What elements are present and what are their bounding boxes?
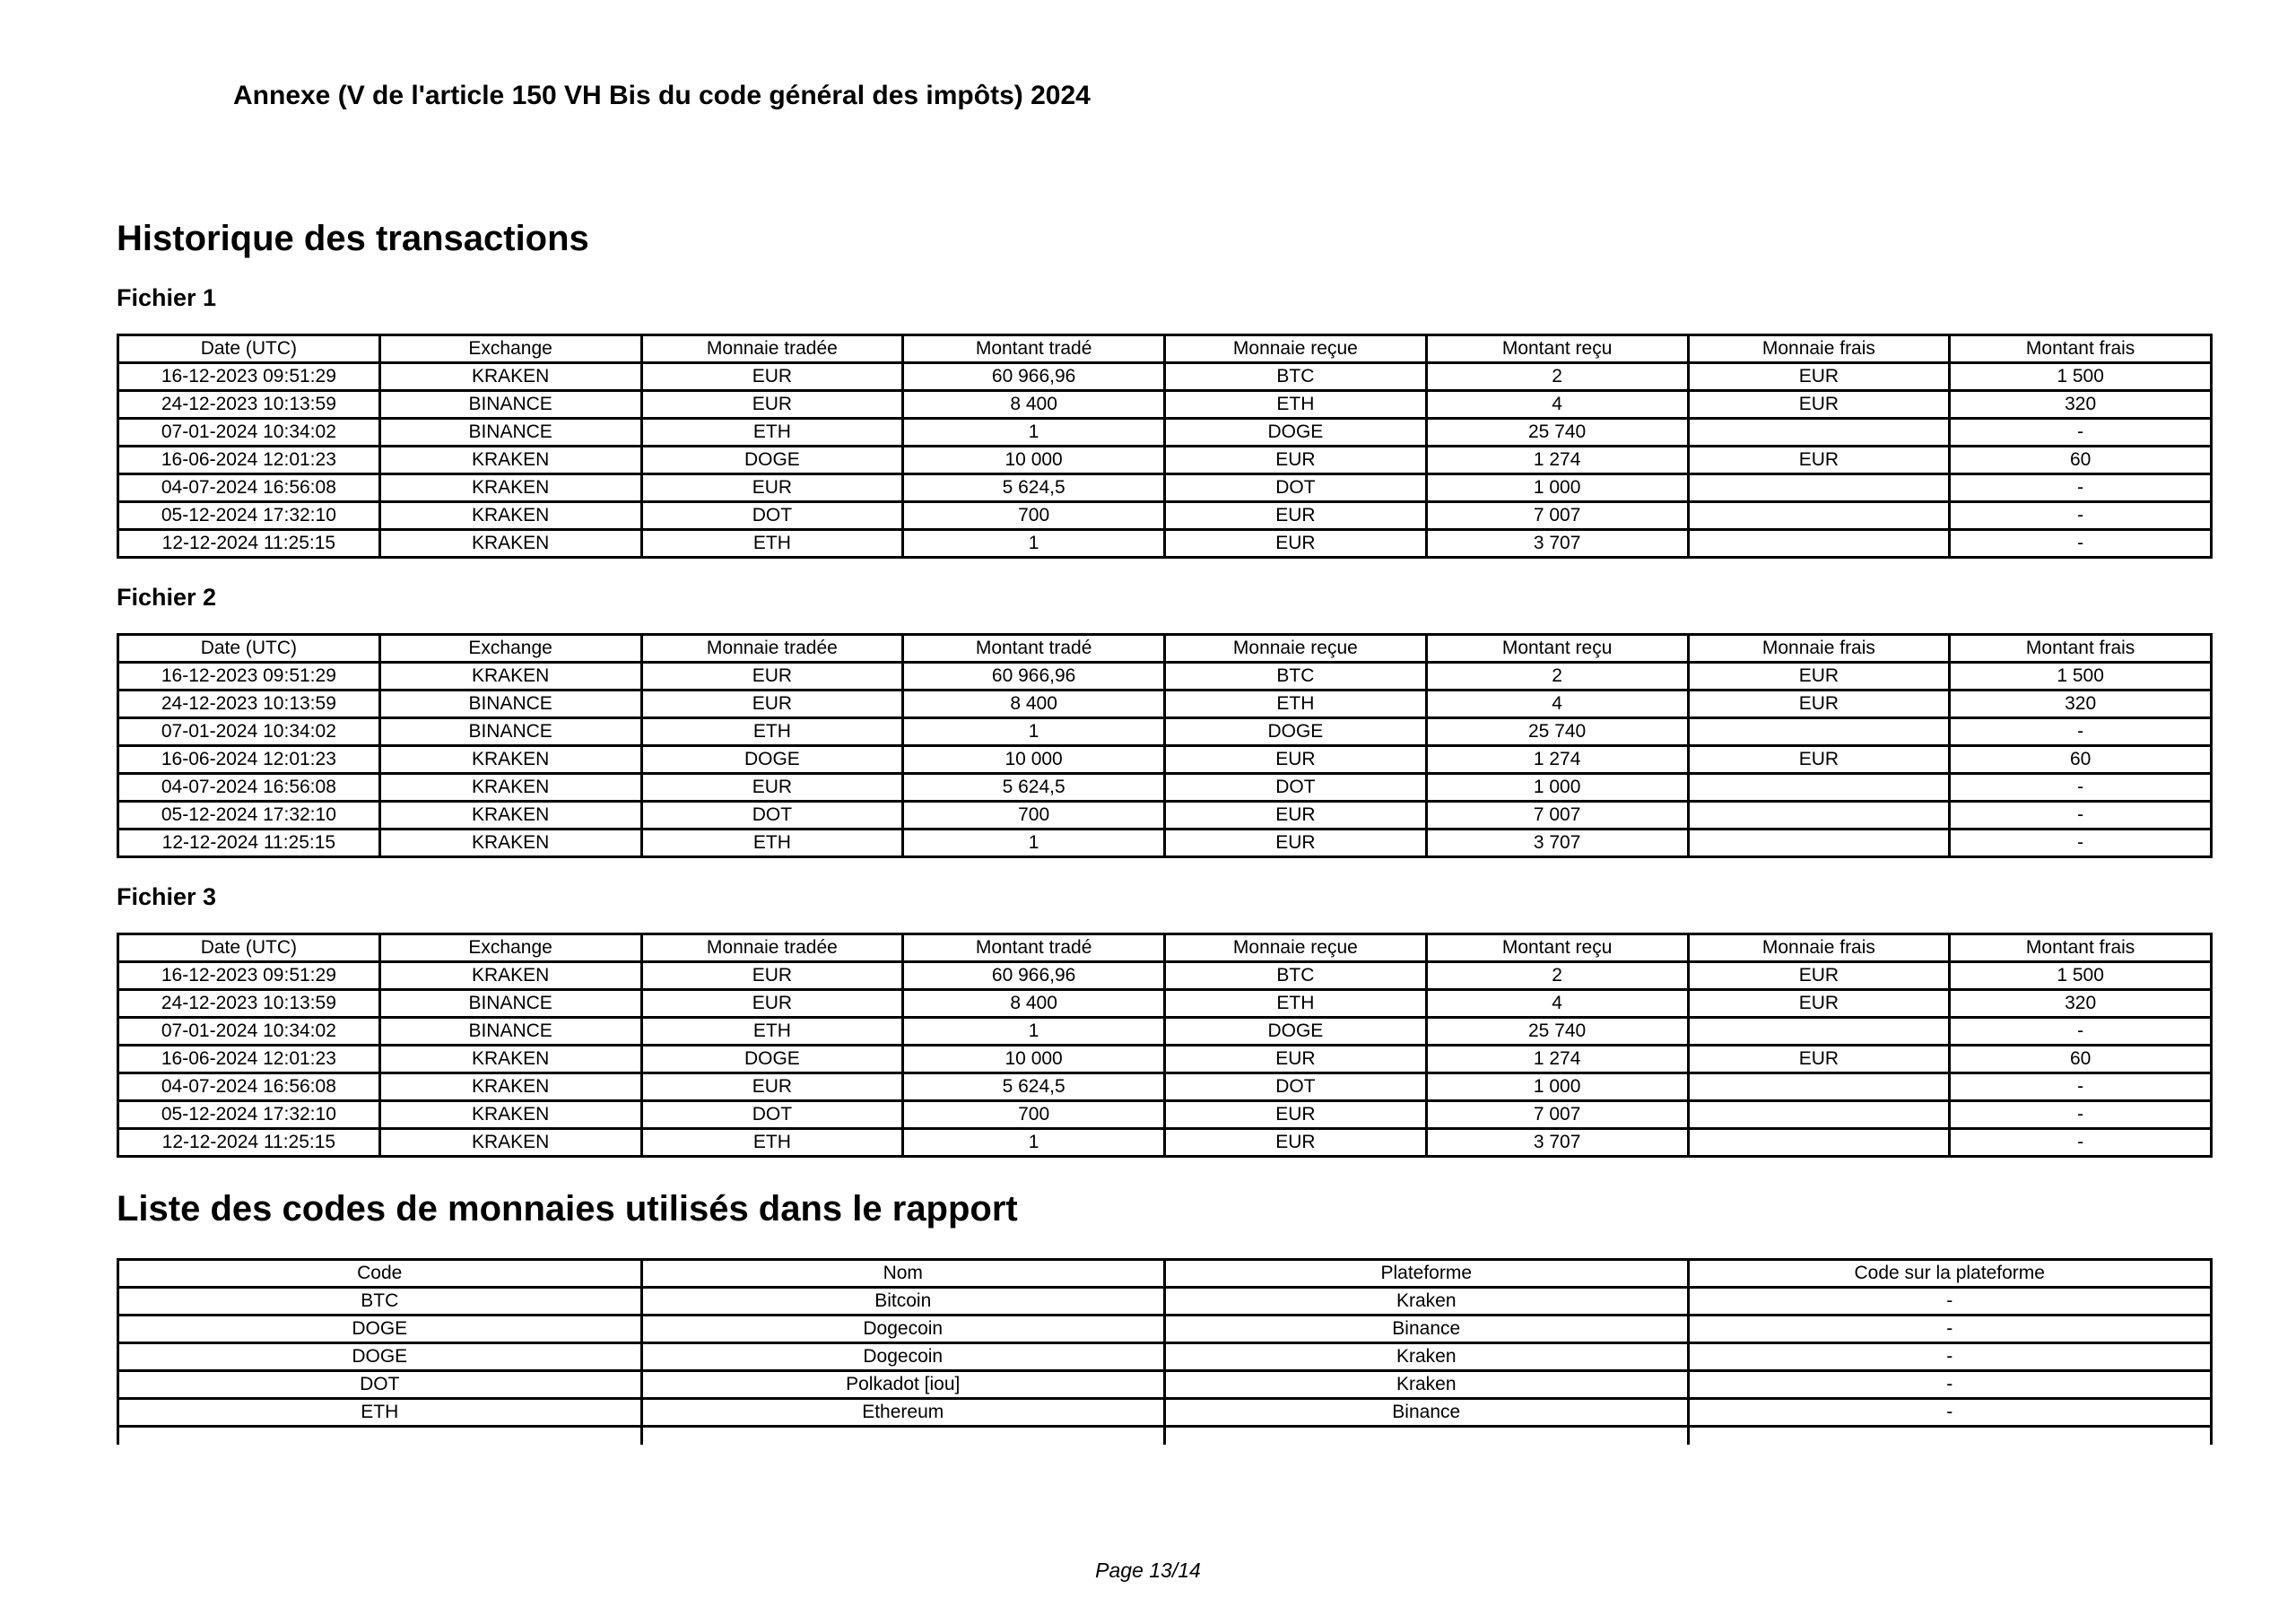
cell bbox=[1688, 473, 1950, 501]
table-row bbox=[118, 1287, 2212, 1315]
cell: EUR bbox=[641, 390, 903, 418]
cell: ETH bbox=[641, 418, 903, 446]
cell: 25 740 bbox=[1426, 1017, 1688, 1045]
column-header: Monnaie tradée bbox=[641, 334, 903, 362]
annexe-title: Annexe (V de l'article 150 VH Bis du code général des impôts) 2024 bbox=[233, 81, 1091, 110]
cell: DOT bbox=[118, 1370, 642, 1398]
column-header: Montant reçu bbox=[1426, 634, 1688, 662]
cell: DOT bbox=[1165, 773, 1427, 801]
cell: BTC bbox=[1165, 662, 1427, 690]
cell: - bbox=[1950, 1128, 2212, 1156]
column-header: Code bbox=[118, 1259, 642, 1287]
cell: 1 274 bbox=[1426, 446, 1688, 473]
cell: BINANCE bbox=[379, 418, 641, 446]
cell: ETH bbox=[641, 717, 903, 745]
column-header: Monnaie reçue bbox=[1165, 634, 1427, 662]
cell bbox=[1688, 1426, 2212, 1445]
cell: 700 bbox=[903, 501, 1165, 529]
column-header: Monnaie frais bbox=[1688, 634, 1950, 662]
cell: ETH bbox=[1165, 390, 1427, 418]
column-header: Nom bbox=[641, 1259, 1165, 1287]
cell: 7 007 bbox=[1426, 801, 1688, 829]
cell: 04-07-2024 16:56:08 bbox=[118, 1073, 380, 1100]
column-header: Date (UTC) bbox=[118, 634, 380, 662]
cell: BTC bbox=[118, 1287, 642, 1315]
cell: 2 bbox=[1426, 662, 1688, 690]
cell: - bbox=[1950, 773, 2212, 801]
cell: EUR bbox=[641, 690, 903, 717]
cell: 2 bbox=[1426, 362, 1688, 390]
cell: DOGE bbox=[641, 446, 903, 473]
cell: ETH bbox=[641, 1128, 903, 1156]
cell: EUR bbox=[1165, 829, 1427, 856]
column-header: Montant reçu bbox=[1426, 334, 1688, 362]
table-row bbox=[118, 1342, 2212, 1370]
table-row bbox=[118, 501, 2212, 529]
table-row bbox=[118, 418, 2212, 446]
cell: DOGE bbox=[1165, 418, 1427, 446]
cell bbox=[1688, 829, 1950, 856]
header-row bbox=[118, 634, 2212, 662]
transactions-table bbox=[117, 334, 2213, 559]
column-header: Monnaie tradée bbox=[641, 634, 903, 662]
cell: KRAKEN bbox=[379, 446, 641, 473]
cell: 16-06-2024 12:01:23 bbox=[118, 745, 380, 773]
cell: 25 740 bbox=[1426, 717, 1688, 745]
cell: BINANCE bbox=[379, 690, 641, 717]
cell: ETH bbox=[641, 529, 903, 557]
table-row bbox=[118, 529, 2212, 557]
partial-row bbox=[118, 1426, 2212, 1445]
cell: - bbox=[1950, 1017, 2212, 1045]
column-header: Montant frais bbox=[1950, 634, 2212, 662]
cell: 8 400 bbox=[903, 390, 1165, 418]
cell bbox=[1165, 1426, 1689, 1445]
cell: KRAKEN bbox=[379, 1100, 641, 1128]
column-header: Monnaie reçue bbox=[1165, 334, 1427, 362]
cell: - bbox=[1688, 1398, 2212, 1426]
cell: Ethereum bbox=[641, 1398, 1165, 1426]
cell: KRAKEN bbox=[379, 1128, 641, 1156]
cell: 12-12-2024 11:25:15 bbox=[118, 829, 380, 856]
transactions-table bbox=[117, 633, 2213, 858]
cell: KRAKEN bbox=[379, 1045, 641, 1073]
cell: EUR bbox=[1688, 662, 1950, 690]
cell: 04-07-2024 16:56:08 bbox=[118, 773, 380, 801]
cell: ETH bbox=[1165, 690, 1427, 717]
cell: - bbox=[1950, 473, 2212, 501]
cell: KRAKEN bbox=[379, 1073, 641, 1100]
codes-table bbox=[117, 1258, 2213, 1445]
table-row bbox=[118, 1128, 2212, 1156]
cell: 7 007 bbox=[1426, 1100, 1688, 1128]
cell: 25 740 bbox=[1426, 418, 1688, 446]
cell: EUR bbox=[1688, 989, 1950, 1017]
cell: 8 400 bbox=[903, 989, 1165, 1017]
cell: KRAKEN bbox=[379, 961, 641, 989]
cell: DOGE bbox=[118, 1315, 642, 1342]
header-row bbox=[118, 934, 2212, 961]
column-header: Monnaie frais bbox=[1688, 334, 1950, 362]
cell: 16-06-2024 12:01:23 bbox=[118, 1045, 380, 1073]
cell: 05-12-2024 17:32:10 bbox=[118, 501, 380, 529]
cell: 320 bbox=[1950, 989, 2212, 1017]
cell: KRAKEN bbox=[379, 801, 641, 829]
cell: 12-12-2024 11:25:15 bbox=[118, 529, 380, 557]
header-row bbox=[118, 1259, 2212, 1287]
cell: 05-12-2024 17:32:10 bbox=[118, 801, 380, 829]
cell: ETH bbox=[1165, 989, 1427, 1017]
cell bbox=[641, 1426, 1165, 1445]
cell: 1 000 bbox=[1426, 473, 1688, 501]
column-header: Exchange bbox=[379, 634, 641, 662]
section-title-codes: Liste des codes de monnaies utilisés dans le rapport bbox=[117, 1188, 1018, 1229]
cell: EUR bbox=[1165, 446, 1427, 473]
cell: - bbox=[1950, 1100, 2212, 1128]
cell bbox=[118, 1426, 642, 1445]
cell: Dogecoin bbox=[641, 1315, 1165, 1342]
cell: 7 007 bbox=[1426, 501, 1688, 529]
cell: 3 707 bbox=[1426, 829, 1688, 856]
column-header: Monnaie tradée bbox=[641, 934, 903, 961]
page-content bbox=[117, 0, 2213, 1445]
table-row bbox=[118, 362, 2212, 390]
cell: 5 624,5 bbox=[903, 773, 1165, 801]
cell: EUR bbox=[1688, 745, 1950, 773]
column-header: Montant frais bbox=[1950, 334, 2212, 362]
cell: KRAKEN bbox=[379, 473, 641, 501]
cell: KRAKEN bbox=[379, 529, 641, 557]
cell: 16-06-2024 12:01:23 bbox=[118, 446, 380, 473]
column-header: Plateforme bbox=[1165, 1259, 1689, 1287]
cell: BINANCE bbox=[379, 989, 641, 1017]
cell: DOGE bbox=[118, 1342, 642, 1370]
cell bbox=[1688, 1017, 1950, 1045]
cell bbox=[1688, 529, 1950, 557]
codes-table-container bbox=[117, 1258, 2213, 1445]
cell: - bbox=[1688, 1287, 2212, 1315]
cell: Kraken bbox=[1165, 1342, 1689, 1370]
cell: EUR bbox=[1165, 1100, 1427, 1128]
column-header: Montant tradé bbox=[903, 334, 1165, 362]
cell: 1 500 bbox=[1950, 662, 2212, 690]
table-row bbox=[118, 801, 2212, 829]
cell: 60 966,96 bbox=[903, 961, 1165, 989]
cell bbox=[1688, 501, 1950, 529]
cell: 4 bbox=[1426, 989, 1688, 1017]
cell: 60 bbox=[1950, 446, 2212, 473]
cell: KRAKEN bbox=[379, 501, 641, 529]
cell: - bbox=[1950, 1073, 2212, 1100]
cell: - bbox=[1950, 418, 2212, 446]
cell: DOGE bbox=[1165, 717, 1427, 745]
cell: EUR bbox=[1688, 446, 1950, 473]
cell bbox=[1688, 801, 1950, 829]
table-row bbox=[118, 1315, 2212, 1342]
cell: ETH bbox=[118, 1398, 642, 1426]
cell: 24-12-2023 10:13:59 bbox=[118, 989, 380, 1017]
cell: EUR bbox=[1688, 1045, 1950, 1073]
cell: 05-12-2024 17:32:10 bbox=[118, 1100, 380, 1128]
header-row bbox=[118, 334, 2212, 362]
cell: 60 966,96 bbox=[903, 362, 1165, 390]
cell: 5 624,5 bbox=[903, 1073, 1165, 1100]
cell: 1 500 bbox=[1950, 961, 2212, 989]
cell: 1 bbox=[903, 418, 1165, 446]
column-header: Montant tradé bbox=[903, 934, 1165, 961]
cell: EUR bbox=[1165, 501, 1427, 529]
column-header: Montant reçu bbox=[1426, 934, 1688, 961]
transaction-files bbox=[117, 284, 2213, 1158]
cell: 60 bbox=[1950, 1045, 2212, 1073]
cell: 3 707 bbox=[1426, 529, 1688, 557]
cell: BINANCE bbox=[379, 1017, 641, 1045]
file-label: Fichier 1 bbox=[117, 283, 217, 311]
cell: - bbox=[1950, 717, 2212, 745]
table-row bbox=[118, 1017, 2212, 1045]
cell: 4 bbox=[1426, 390, 1688, 418]
cell: Polkadot [iou] bbox=[641, 1370, 1165, 1398]
section-title-transactions: Historique des transactions bbox=[117, 218, 589, 258]
cell bbox=[1688, 1073, 1950, 1100]
cell: 60 bbox=[1950, 745, 2212, 773]
cell: BINANCE bbox=[379, 717, 641, 745]
table-row bbox=[118, 446, 2212, 473]
cell: 1 274 bbox=[1426, 745, 1688, 773]
cell: 1 000 bbox=[1426, 1073, 1688, 1100]
cell: KRAKEN bbox=[379, 362, 641, 390]
table-row bbox=[118, 662, 2212, 690]
cell: 07-01-2024 10:34:02 bbox=[118, 717, 380, 745]
column-header: Montant frais bbox=[1950, 934, 2212, 961]
file-label: Fichier 3 bbox=[117, 882, 217, 910]
table-row bbox=[118, 773, 2212, 801]
cell: 24-12-2023 10:13:59 bbox=[118, 390, 380, 418]
table-row bbox=[118, 473, 2212, 501]
cell: EUR bbox=[641, 961, 903, 989]
cell: EUR bbox=[641, 1073, 903, 1100]
cell: EUR bbox=[1688, 690, 1950, 717]
cell: BTC bbox=[1165, 961, 1427, 989]
cell: 04-07-2024 16:56:08 bbox=[118, 473, 380, 501]
cell: 60 966,96 bbox=[903, 662, 1165, 690]
cell: 700 bbox=[903, 801, 1165, 829]
cell: - bbox=[1688, 1315, 2212, 1342]
table-row bbox=[118, 961, 2212, 989]
cell: Binance bbox=[1165, 1315, 1689, 1342]
cell: 12-12-2024 11:25:15 bbox=[118, 1128, 380, 1156]
cell: 1 000 bbox=[1426, 773, 1688, 801]
cell: EUR bbox=[641, 362, 903, 390]
file-label: Fichier 2 bbox=[117, 583, 217, 611]
cell: 2 bbox=[1426, 961, 1688, 989]
cell bbox=[1688, 773, 1950, 801]
cell: ETH bbox=[641, 1017, 903, 1045]
cell: Kraken bbox=[1165, 1287, 1689, 1315]
cell: KRAKEN bbox=[379, 745, 641, 773]
cell: 320 bbox=[1950, 690, 2212, 717]
cell bbox=[1688, 1100, 1950, 1128]
cell: 07-01-2024 10:34:02 bbox=[118, 418, 380, 446]
cell: 1 bbox=[903, 829, 1165, 856]
cell: - bbox=[1950, 501, 2212, 529]
column-header: Monnaie reçue bbox=[1165, 934, 1427, 961]
cell: DOT bbox=[1165, 473, 1427, 501]
transactions-table bbox=[117, 933, 2213, 1158]
cell: EUR bbox=[641, 773, 903, 801]
cell: 10 000 bbox=[903, 446, 1165, 473]
cell: Binance bbox=[1165, 1398, 1689, 1426]
table-row bbox=[118, 1100, 2212, 1128]
cell: DOT bbox=[641, 1100, 903, 1128]
cell: 16-12-2023 09:51:29 bbox=[118, 662, 380, 690]
cell: EUR bbox=[1688, 362, 1950, 390]
table-row bbox=[118, 745, 2212, 773]
cell: 3 707 bbox=[1426, 1128, 1688, 1156]
cell: DOT bbox=[1165, 1073, 1427, 1100]
cell: 1 bbox=[903, 1017, 1165, 1045]
cell: - bbox=[1688, 1370, 2212, 1398]
cell: EUR bbox=[1165, 1045, 1427, 1073]
cell: DOT bbox=[641, 501, 903, 529]
table-row bbox=[118, 1398, 2212, 1426]
cell: - bbox=[1950, 829, 2212, 856]
cell: 1 500 bbox=[1950, 362, 2212, 390]
table-row bbox=[118, 690, 2212, 717]
cell: EUR bbox=[1165, 801, 1427, 829]
cell: BTC bbox=[1165, 362, 1427, 390]
cell: 1 bbox=[903, 529, 1165, 557]
cell: EUR bbox=[1165, 1128, 1427, 1156]
cell: 320 bbox=[1950, 390, 2212, 418]
table-row bbox=[118, 1073, 2212, 1100]
table-row bbox=[118, 717, 2212, 745]
column-header: Code sur la plateforme bbox=[1688, 1259, 2212, 1287]
cell: ETH bbox=[641, 829, 903, 856]
cell: KRAKEN bbox=[379, 773, 641, 801]
cell: Dogecoin bbox=[641, 1342, 1165, 1370]
cell: 16-12-2023 09:51:29 bbox=[118, 961, 380, 989]
column-header: Montant tradé bbox=[903, 634, 1165, 662]
column-header: Exchange bbox=[379, 934, 641, 961]
table-row bbox=[118, 390, 2212, 418]
cell bbox=[1688, 717, 1950, 745]
table-row bbox=[118, 989, 2212, 1017]
cell: 07-01-2024 10:34:02 bbox=[118, 1017, 380, 1045]
cell: KRAKEN bbox=[379, 662, 641, 690]
cell: 24-12-2023 10:13:59 bbox=[118, 690, 380, 717]
cell: 4 bbox=[1426, 690, 1688, 717]
table-row bbox=[118, 829, 2212, 856]
column-header: Date (UTC) bbox=[118, 334, 380, 362]
cell: KRAKEN bbox=[379, 829, 641, 856]
cell: 1 bbox=[903, 717, 1165, 745]
cell: 5 624,5 bbox=[903, 473, 1165, 501]
cell: 8 400 bbox=[903, 690, 1165, 717]
cell: EUR bbox=[1688, 961, 1950, 989]
cell: 10 000 bbox=[903, 1045, 1165, 1073]
cell: 16-12-2023 09:51:29 bbox=[118, 362, 380, 390]
cell: EUR bbox=[1688, 390, 1950, 418]
table-row bbox=[118, 1370, 2212, 1398]
cell: DOGE bbox=[1165, 1017, 1427, 1045]
cell bbox=[1688, 1128, 1950, 1156]
cell: 1 bbox=[903, 1128, 1165, 1156]
cell: 1 274 bbox=[1426, 1045, 1688, 1073]
column-header: Date (UTC) bbox=[118, 934, 380, 961]
cell: DOGE bbox=[641, 745, 903, 773]
cell: Bitcoin bbox=[641, 1287, 1165, 1315]
cell: 700 bbox=[903, 1100, 1165, 1128]
cell: - bbox=[1950, 529, 2212, 557]
cell: Kraken bbox=[1165, 1370, 1689, 1398]
cell: DOGE bbox=[641, 1045, 903, 1073]
cell: BINANCE bbox=[379, 390, 641, 418]
column-header: Monnaie frais bbox=[1688, 934, 1950, 961]
cell: EUR bbox=[1165, 745, 1427, 773]
cell: 10 000 bbox=[903, 745, 1165, 773]
table-row bbox=[118, 1045, 2212, 1073]
cell: - bbox=[1688, 1342, 2212, 1370]
cell: EUR bbox=[641, 662, 903, 690]
cell: DOT bbox=[641, 801, 903, 829]
cell: EUR bbox=[641, 473, 903, 501]
cell: EUR bbox=[641, 989, 903, 1017]
cell: - bbox=[1950, 801, 2212, 829]
cell: EUR bbox=[1165, 529, 1427, 557]
cell bbox=[1688, 418, 1950, 446]
page-number: Page 13/14 bbox=[1095, 1559, 1201, 1582]
column-header: Exchange bbox=[379, 334, 641, 362]
